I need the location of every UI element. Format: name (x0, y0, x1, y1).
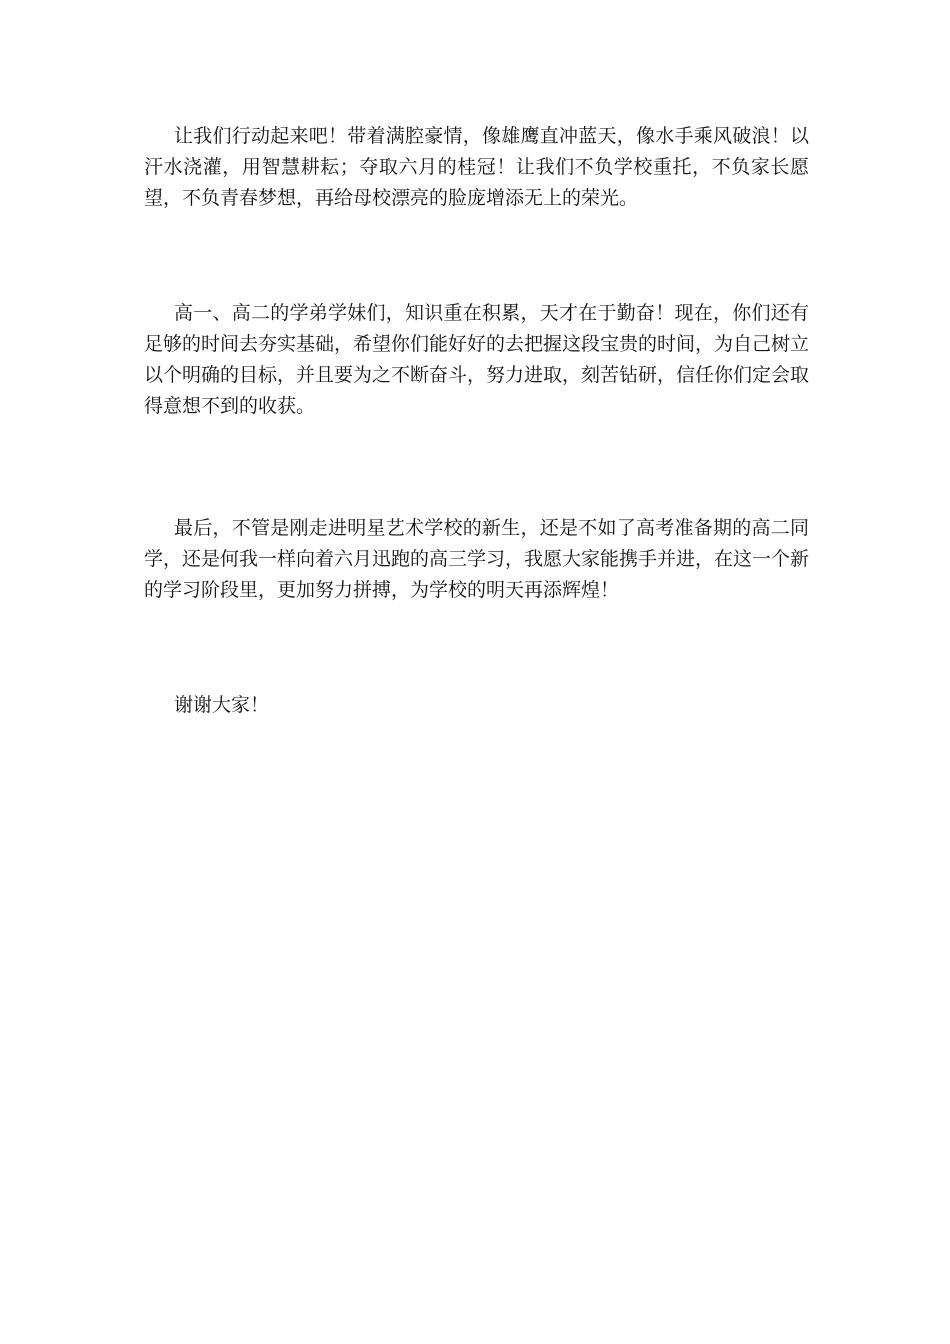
paragraph-call-to-action: 让我们行动起来吧！带着满腔豪情，像雄鹰直冲蓝天，像水手乘风破浪！以汗水浇灌，用智慧耕耘；夺取六月的桂冠！让我们不负学校重托，不负家长愿望，不负青春梦想，再给母校漂亮的脸庞增添无上的荣光。 (144, 125, 809, 209)
paragraph-closing: 最后，不管是刚走进明星艺术学校的新生，还是不如了高考准备期的高二同学，还是何我一样向着六月迅跑的高三学习，我愿大家能携手并进，在这一个新的学习阶段里，更加努力拼搏，为学校的明天再添辉煌！ (144, 517, 810, 601)
paragraph-junior-students: 高一、高二的学弟学妹们，知识重在积累，天才在于勤奋！现在，你们还有足够的时间去夯实基础，希望你们能好好的去把握这段宝贵的时间，为自己树立以个明确的目标，并且要为之不断奋斗，努力进取，刻苦钻研，信任你们定会取得意想不到的收获。 (144, 302, 810, 417)
paragraph-thanks: 谢谢大家！ (174, 694, 270, 716)
